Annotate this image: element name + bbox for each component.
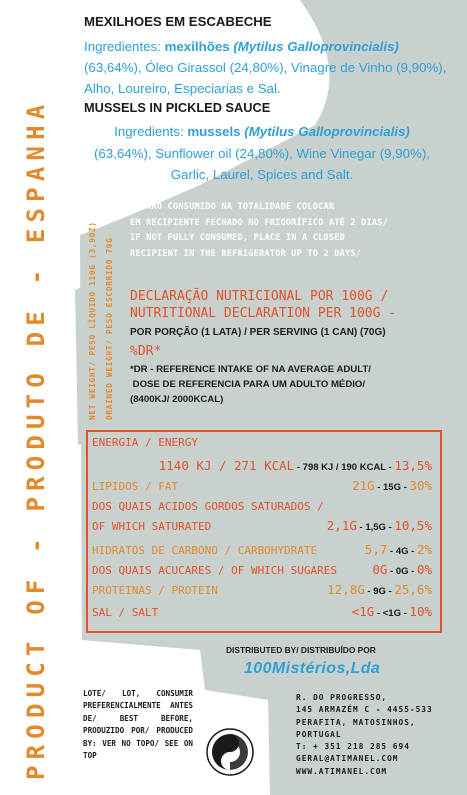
en-ingredients — [92, 121, 432, 186]
nutrition-title-line: DECLARAÇÃO NUTRICIONAL POR 100G / — [130, 289, 389, 304]
drained-weight: DRAINED WEIGHT/ PESO ESCORRIDO 70G — [105, 237, 114, 420]
value-per-portion: - 4G - — [387, 546, 417, 557]
distributor-label: DISTRIBUTED BY/ DISTRIBUÍDO POR — [226, 645, 376, 655]
value-dr-percent: 2% — [416, 542, 432, 557]
website: WWW.ATIMANEL.COM — [296, 766, 388, 776]
value-dr-percent: 30% — [409, 478, 432, 493]
storage-line: RECIPIENT IN THE REFRIGERATOR UP TO 2 DAYS/ — [130, 248, 362, 259]
nutrition-row — [92, 518, 432, 536]
value-per-100g: 5,7 — [364, 542, 388, 557]
per-portion-label: POR PORÇÃO (1 LATA) / PER SERVING (1 CAN) (70G) — [130, 327, 386, 338]
en-latin-name: (Mytilus Galloprovincialis) — [244, 124, 410, 139]
nutrient-values — [327, 582, 432, 597]
value-per-portion: - 798 KJ / 190 KCAL - — [294, 462, 395, 473]
nutrition-row — [92, 562, 432, 580]
en-ingredients-prefix: Ingredients: — [114, 124, 188, 139]
nutrient-label: SAL / SALT — [92, 606, 159, 619]
nutrition-row — [92, 458, 432, 476]
nutrient-values — [365, 542, 432, 557]
value-per-100g: 21G — [352, 478, 375, 493]
pt-ingredients-rest: (63,64%), Óleo Girassol (24,80%), Vinagre de Vinho (9,90%), Alho, Loureiro, Especiarias e Sal. — [84, 60, 447, 96]
nutrient-label: PROTEINAS / PROTEIN — [92, 584, 218, 597]
address-line: PERAFITA, MATOSINHOS, — [296, 717, 416, 727]
value-per-portion: - <1G - — [374, 608, 410, 619]
storage-line: EM RECIPIENTE FECHADO NO FRIGORÍFICO ATÉ 2 DIAS/ — [130, 217, 388, 228]
nutrient-label: DOS QUAIS ACIDOS GORDOS SATURADOS / — [92, 500, 324, 513]
value-dr-percent: 10,5% — [394, 518, 432, 533]
nutrient-label: ENERGIA / ENERGY — [92, 436, 198, 449]
nutrient-values — [327, 518, 432, 533]
address-line: 145 ARMAZÉM C - 4455-533 — [296, 705, 433, 715]
pt-ingredients — [84, 36, 454, 99]
address-line: R. DO PROGRESSO, — [296, 693, 388, 702]
product-origin-banner: PRODUCT OF - PRODUTO DE - ESPANHA — [22, 98, 50, 780]
nutrition-title-line: NUTRITIONAL DECLARATION PER 100G - — [130, 306, 397, 321]
lot-best-before: LOTE/ LOT, CONSUMIR PREFERENCIALMENTE ANTES DE/ BEST BEFORE, PRODUZIDO POR/ PRODUCED BY: VER NO TOPO/ SEE ON TOP — [83, 689, 193, 761]
address-line: PORTUGAL — [296, 729, 342, 739]
value-per-portion: - 15G - — [374, 482, 410, 493]
nutrient-values — [159, 458, 432, 473]
storage-instructions — [130, 200, 460, 262]
nutrient-label: OF WHICH SATURATED — [92, 520, 212, 533]
value-per-100g: 2,1G — [326, 518, 357, 533]
value-per-portion: - 1,5G - — [356, 522, 395, 533]
nutrient-label: HIDRATOS DE CARBONO / CARBOHYDRATE — [92, 544, 318, 557]
nutrition-row — [92, 582, 432, 600]
weights-block — [84, 221, 118, 420]
nutrient-values — [352, 478, 432, 493]
value-dr-percent: 0% — [416, 562, 432, 577]
value-per-100g: <1G — [351, 604, 375, 619]
nutrition-declaration-title — [130, 288, 460, 322]
en-ingredients-rest: (63,64%), Sunflower oil (24,80%), Wine Vinegar (9,90%), Garlic, Laurel, Spices and Salt. — [93, 145, 431, 182]
green-dot-recycling-icon — [206, 728, 254, 776]
pt-latin-name: (Mytilus Galloprovincialis) — [233, 39, 399, 54]
pt-ingredients-prefix: Ingredientes: — [84, 39, 165, 54]
net-weight: NET WEIGHT/ PESO LÍQUIDO 110G (3,9OZ) — [88, 221, 97, 420]
value-per-100g: 0G — [372, 562, 388, 577]
company-address — [296, 692, 451, 778]
dr-note-line: *DR - REFERENCE INTAKE OF NA AVERAGE ADULT/ — [130, 364, 371, 375]
value-per-100g: 1140 KJ / 271 KCAL — [158, 458, 295, 473]
company-name: 100Mistérios,Lda — [244, 660, 381, 677]
storage-line: SE NÃO CONSUMIDO NA TOTALIDADE COLOCAR — [130, 202, 335, 212]
value-dr-percent: 25,6% — [394, 582, 432, 597]
value-per-portion: - 9G - — [364, 586, 395, 597]
nutrient-values — [372, 562, 432, 577]
en-product-title: MUSSELS IN PICKLED SAUCE — [84, 100, 271, 115]
value-dr-percent: 13,5% — [394, 458, 432, 473]
en-main-ingredient: mussels — [187, 124, 241, 139]
nutrient-label: LIPIDOS / FAT — [92, 480, 179, 493]
dr-footnote — [130, 362, 460, 408]
nutrition-row — [92, 542, 432, 560]
dr-note-line: (8400KJ/ 2000KCAL) — [130, 394, 224, 406]
nutrition-row — [92, 478, 432, 496]
dr-marker: %DR* — [130, 344, 162, 359]
value-dr-percent: 10% — [409, 604, 432, 619]
nutrient-values — [352, 604, 432, 619]
nutrition-row — [92, 434, 432, 452]
nutrition-row — [92, 604, 432, 622]
value-per-portion: - 0G - — [387, 566, 417, 577]
value-per-100g: 12,8G — [327, 582, 365, 597]
pt-product-title: MEXILHOES EM ESCABECHE — [84, 14, 272, 29]
email-address: GERAL@ATIMANEL.COM — [296, 754, 399, 764]
phone-number: T: + 351 218 285 694 — [296, 742, 410, 752]
storage-line: IF NOT FULLY CONSUMED, PLACE IN A CLOSED — [130, 233, 345, 243]
nutrient-label: DOS QUAIS ACUCARES / OF WHICH SUGARES — [92, 564, 338, 577]
pt-main-ingredient: mexilhões — [164, 39, 230, 54]
nutrition-row — [92, 498, 432, 516]
dr-note-line: DOSE DE REFERENCIA PARA UM ADULTO MÉDIO/ — [130, 379, 366, 391]
